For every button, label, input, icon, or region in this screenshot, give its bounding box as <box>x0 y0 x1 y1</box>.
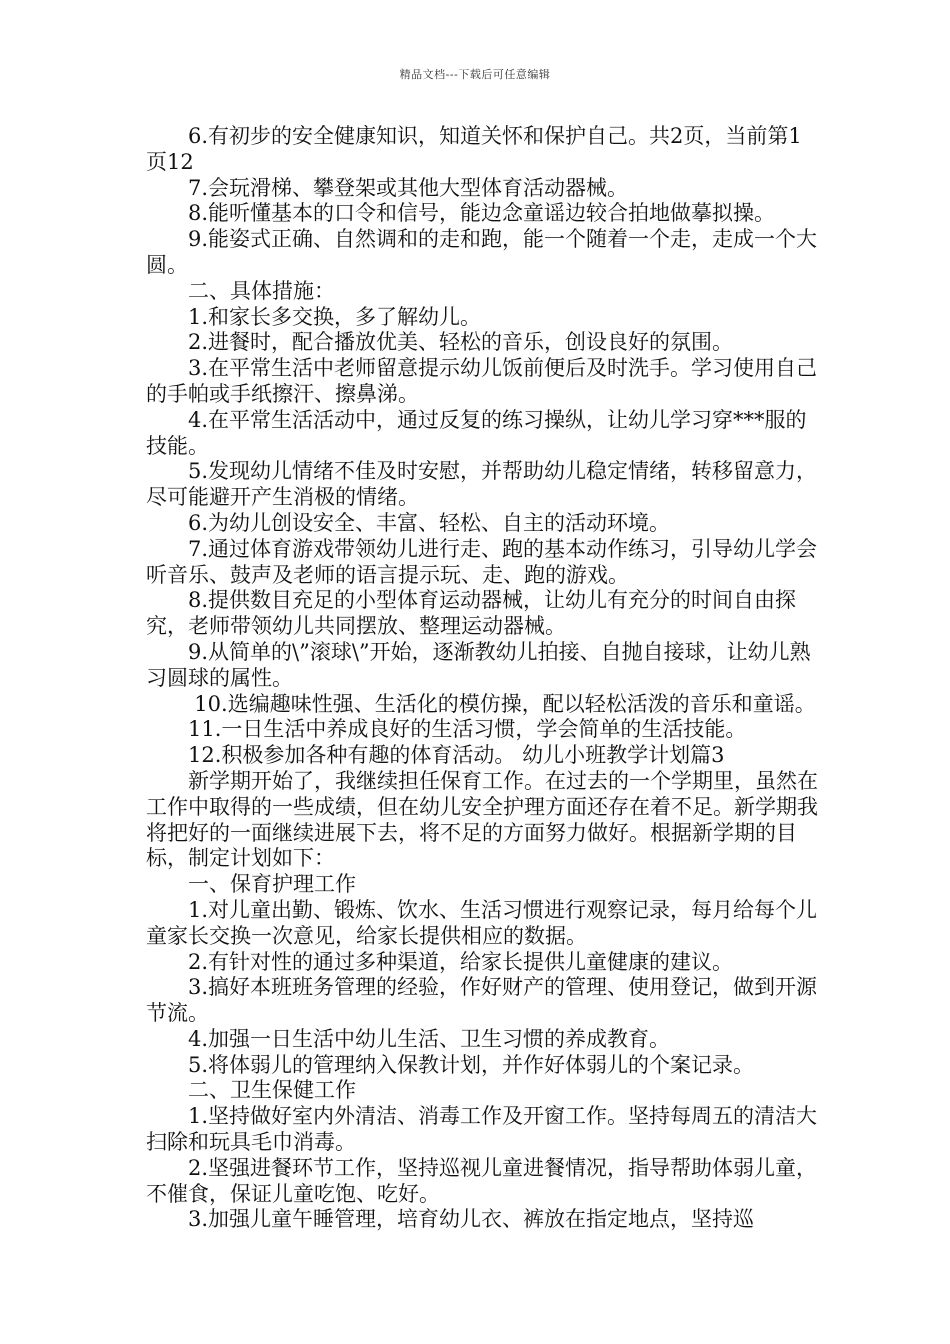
paragraph: 12.积极参加各种有趣的体育活动。 幼儿小班教学计划篇3 <box>188 743 725 768</box>
paragraph: 9.能姿式正确、自然调和的走和跑，能一个随着一个走，走成一个大圆。 <box>146 227 818 277</box>
paragraph: 6.为幼儿创设安全、丰富、轻松、自主的活动环境。 <box>188 510 671 535</box>
paragraph: 1.坚持做好室内外清洁、消毒工作及开窗工作。坚持每周五的清洁大扫除和玩具毛巾消毒。 <box>146 1104 818 1155</box>
paragraph: 11.一日生活中养成良好的生活习惯，学会简单的生活技能。 <box>188 717 747 742</box>
paragraph: 8.提供数目充足的小型体育运动器械，让幼儿有充分的时间自由探究，老师带领幼儿共同摆放、整理运动器械。 <box>146 588 797 639</box>
paragraph: 7.会玩滑梯、攀登架或其他大型体育活动器械。 <box>188 175 629 200</box>
section-heading: 二、具体措施： <box>188 278 335 303</box>
paragraph: 7.通过体育游戏带领幼儿进行走、跑的基本动作练习，引导幼儿学会听音乐、鼓声及老师的语言提示玩、走、跑的游戏。 <box>146 536 818 587</box>
paragraph: 新学期开始了，我继续担任保育工作。在过去的一个学期里，虽然在工作中取得的一些成绩，但在幼儿安全护理方面还存在着不足。新学期我将把好的一面继续进展下去，将不足的方面努力做好。根据新学期的目标，制定计划如下： <box>146 768 818 871</box>
paragraph: 1.对儿童出勤、锻炼、饮水、生活习惯进行观察记录，每月给每个儿童家长交换一次意见，给家长提供相应的数据。 <box>146 897 818 948</box>
paragraph: 4.在平常生活活动中，通过反复的练习操纵，让幼儿学习穿***服的技能。 <box>146 407 807 458</box>
paragraph: 2.有针对性的通过多种渠道，给家长提供儿童健康的建议。 <box>188 949 734 974</box>
paragraph: 9.从简单的\”滚球\”开始，逐渐教幼儿拍接、自抛自接球，让幼儿熟习圆球的属性。 <box>146 639 811 690</box>
document-body <box>146 124 818 1233</box>
paragraph: 3.搞好本班班务管理的经验，作好财产的管理、使用登记，做到开源节流。 <box>146 975 818 1026</box>
paragraph: 3.加强儿童午睡管理，培育幼儿衣、裤放在指定地点，坚持巡 <box>188 1207 755 1232</box>
paragraph: 2.坚强进餐环节工作，坚持巡视儿童进餐情况，指导帮助体弱儿童，不催食，保证儿童吃饱、吃好。 <box>146 1155 818 1206</box>
paragraph: 6.有初步的安全健康知识，知道关怀和保护自己。共2页，当前第1页12 <box>146 124 802 174</box>
paragraph: 2.进餐时，配合播放优美、轻松的音乐，创设良好的氛围。 <box>188 330 734 355</box>
paragraph: 8.能听懂基本的口令和信号，能边念童谣边较合拍地做摹拟操。 <box>188 201 776 226</box>
paragraph: 3.在平常生活中老师留意提示幼儿饭前便后及时洗手。学习使用自己的手帕或手纸擦汗、擦鼻涕。 <box>146 356 818 406</box>
paragraph: 1.和家长多交换，多了解幼儿。 <box>188 304 482 329</box>
paragraph: 5.将体弱儿的管理纳入保教计划，并作好体弱儿的个案记录。 <box>188 1052 755 1077</box>
paragraph: 10.选编趣味性强、生活化的模仿操，配以轻松活泼的音乐和童谣。 <box>194 691 816 716</box>
paragraph: 5.发现幼儿情绪不佳及时安慰，并帮助幼儿稳定情绪，转移留意力，尽可能避开产生消极的情绪。 <box>146 459 818 510</box>
paragraph: 4.加强一日生活中幼儿生活、卫生习惯的养成教育。 <box>188 1026 671 1051</box>
section-heading: 一、保育护理工作 <box>188 872 356 897</box>
section-heading: 二、卫生保健工作 <box>188 1078 356 1103</box>
page-header: 精品文档---下载后可任意编辑 <box>399 68 551 81</box>
